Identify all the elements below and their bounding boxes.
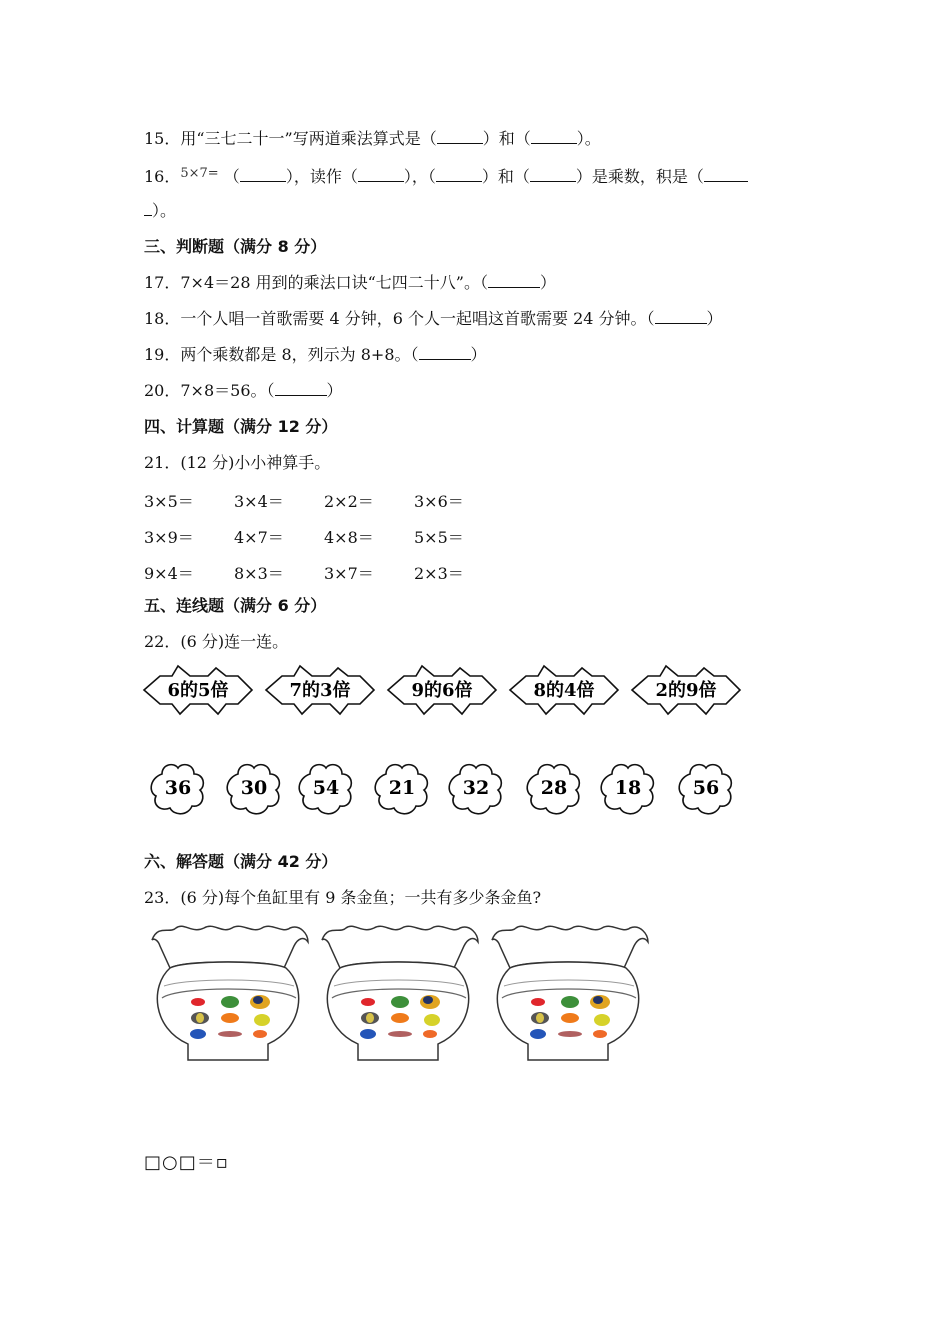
answer-blank[interactable] <box>531 129 577 144</box>
section-title-word-problems: 六、解答题（满分 42 分） <box>144 852 338 871</box>
cloud-label: 32 <box>462 777 490 799</box>
fish-bowl-icon <box>492 926 648 1060</box>
question-text: ） <box>470 345 487 364</box>
answer-blank[interactable] <box>530 167 576 182</box>
cloud-label: 56 <box>692 777 720 799</box>
question-number: 23． <box>144 888 181 907</box>
cloud-label: 30 <box>240 777 268 799</box>
answer-blank[interactable] <box>419 345 471 360</box>
match-cloud[interactable] <box>676 760 736 818</box>
question-20 <box>144 380 343 402</box>
question-21 <box>144 452 330 474</box>
fish-bowl-illustration <box>318 920 482 1070</box>
calc-item: 4×8＝ <box>324 528 374 547</box>
tag-label: 8的4倍 <box>533 680 595 701</box>
question-23 <box>144 887 541 909</box>
cloud-label: 18 <box>614 777 642 799</box>
expression-image: 5×7= <box>180 166 219 181</box>
answer-template[interactable]: □○□＝▫ <box>144 1152 229 1173</box>
question-text: (6 分)连一连。 <box>180 632 289 651</box>
answer-blank[interactable] <box>275 381 327 396</box>
question-22 <box>144 631 288 653</box>
question-text: 7×8＝56。（ <box>180 381 275 400</box>
question-text: ） <box>706 309 723 328</box>
question-number: 18． <box>144 309 181 328</box>
question-text: ）和（ <box>481 167 530 186</box>
cloud-label: 28 <box>540 777 568 799</box>
calc-item: 3×5＝ <box>144 492 194 511</box>
answer-blank[interactable] <box>488 273 540 288</box>
calc-item: 3×9＝ <box>144 528 194 547</box>
question-text: ），（ <box>403 167 436 186</box>
fish-bowl-icon <box>322 926 478 1060</box>
question-number: 21． <box>144 453 181 472</box>
question-text: ）和（ <box>482 129 531 148</box>
match-tag[interactable] <box>264 662 376 718</box>
question-text: 一个人唱一首歌需要 4 分钟，6 个人一起唱这首歌需要 24 分钟。（ <box>180 309 655 328</box>
question-17 <box>144 272 556 294</box>
question-text: (12 分)小小神算手。 <box>180 453 331 472</box>
question-number: 17． <box>144 273 181 292</box>
fish-bowl-icon <box>152 926 308 1060</box>
question-16-continued <box>144 200 176 222</box>
answer-blank[interactable] <box>655 309 707 324</box>
tag-label: 9的6倍 <box>411 680 473 701</box>
cloud-label: 54 <box>312 777 340 799</box>
question-text: ） <box>539 273 556 292</box>
match-cloud[interactable] <box>148 760 208 818</box>
answer-blank[interactable] <box>436 167 482 182</box>
calc-item: 4×7＝ <box>234 528 284 547</box>
match-cloud[interactable] <box>224 760 284 818</box>
tag-label: 7的3倍 <box>289 680 351 701</box>
question-text: ）是乘数，积是（ <box>575 167 704 186</box>
tag-label: 6的5倍 <box>167 680 229 701</box>
calc-item: 5×5＝ <box>414 528 464 547</box>
answer-blank-tail[interactable] <box>144 201 152 216</box>
match-cloud[interactable] <box>446 760 506 818</box>
calc-item: 2×2＝ <box>324 492 374 511</box>
section-title-calculation: 四、计算题（满分 12 分） <box>144 417 338 436</box>
question-text: ）。 <box>152 201 177 220</box>
calc-item: 3×7＝ <box>324 564 374 583</box>
fish-bowl-illustration <box>488 920 652 1070</box>
question-number: 15． <box>144 129 181 148</box>
question-18 <box>144 308 723 330</box>
question-15 <box>144 128 601 150</box>
tag-label: 2的9倍 <box>655 680 717 701</box>
question-text: 7×4＝28 用到的乘法口诀“七四二十八”。（ <box>180 273 488 292</box>
match-tag[interactable] <box>508 662 620 718</box>
question-text: 用“三七二十一”写两道乘法算式是（ <box>180 129 437 148</box>
cloud-label: 21 <box>388 777 416 799</box>
question-text: （ <box>223 167 240 186</box>
match-tag[interactable] <box>386 662 498 718</box>
question-number: 20． <box>144 381 181 400</box>
calc-item: 2×3＝ <box>414 564 464 583</box>
calc-item: 9×4＝ <box>144 564 194 583</box>
question-number: 16． <box>144 167 181 186</box>
match-tag[interactable] <box>630 662 742 718</box>
match-cloud[interactable] <box>524 760 584 818</box>
question-text: ） <box>326 381 343 400</box>
question-19 <box>144 344 487 366</box>
question-text: 两个乘数都是 8，列示为 8+8。（ <box>180 345 419 364</box>
calc-item: 3×6＝ <box>414 492 464 511</box>
question-number: 19． <box>144 345 181 364</box>
match-tag[interactable] <box>142 662 254 718</box>
question-text: ），读作（ <box>285 167 358 186</box>
answer-blank[interactable] <box>240 167 286 182</box>
match-cloud[interactable] <box>372 760 432 818</box>
answer-blank[interactable] <box>358 167 404 182</box>
question-text: ）。 <box>576 129 601 148</box>
calc-item: 3×4＝ <box>234 492 284 511</box>
section-title-judgement: 三、判断题（满分 8 分） <box>144 237 327 256</box>
section-title-matching: 五、连线题（满分 6 分） <box>144 596 327 615</box>
answer-blank[interactable] <box>437 129 483 144</box>
calc-item: 8×3＝ <box>234 564 284 583</box>
question-16 <box>144 163 748 188</box>
match-cloud[interactable] <box>296 760 356 818</box>
match-cloud[interactable] <box>598 760 658 818</box>
answer-blank[interactable] <box>704 167 748 182</box>
fish-bowl-illustration <box>148 920 312 1070</box>
question-text: (6 分)每个鱼缸里有 9 条金鱼；一共有多少条金鱼? <box>180 888 542 907</box>
question-number: 22． <box>144 632 181 651</box>
cloud-label: 36 <box>164 777 192 799</box>
